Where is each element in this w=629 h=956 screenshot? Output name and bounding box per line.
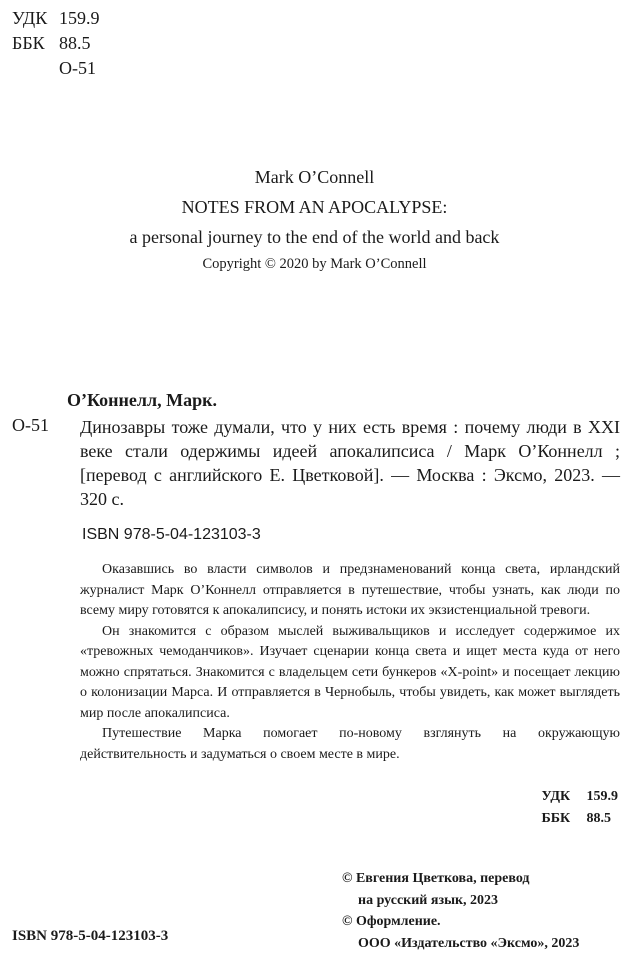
translation-copyright: © Евгения Цветкова, перевод [342, 871, 530, 886]
original-title: NOTES FROM AN APOCALYPSE: [181, 197, 448, 217]
bbk-code: ББК 88.5 [12, 33, 91, 53]
rights-notice [342, 868, 579, 954]
annotation [80, 560, 620, 765]
publisher-copyright: ООО «Издательство «Эксмо», 2023 [358, 935, 580, 951]
annotation-paragraph: Путешествие Марка помогает по-новому взглянуть на окружающую действительность и задуматься о своем месте в мире. [80, 726, 620, 762]
translation-copyright-cont: на русский язык, 2023 [358, 892, 499, 908]
catalog-isbn: ISBN 978-5-04-123103-3 [82, 526, 261, 543]
classification-codes-top [12, 6, 100, 81]
annotation-paragraph: Оказавшись во власти символов и предзнаменований конца света, ирландский журналист Марк О’Коннелл отправляется в путешествие, чтобы узнать, как люди по всему миру готовятся к апокалипсису, и понять истоки их экзистенциальной тревоги. [80, 562, 620, 618]
catalog-author: О’Коннелл, Марк. [67, 390, 217, 410]
classification-codes-bottom [542, 786, 619, 830]
catalog-description: Динозавры тоже думали, что у них есть время : почему люди в XXI веке стали одержимы идеей апокалипсиса / Марк О’Коннелл ; [перевод с английского Е. Цветковой]. — Москва : Эксмо, 2023. — 320 с. [80, 417, 620, 509]
udk-code-bottom: УДК 159.9 [541, 789, 618, 804]
original-edition-block [0, 162, 629, 252]
annotation-paragraph: Он знакомится с образом мыслей выживальщиков и исследует содержимое их «тревожных чемоданчиков». Изучает сценарии конца света и ищет места куда от него можно спрятаться. Знакомится с владельцем сети бункеров «X-point» и посещает лекцию о колонизации Марса. И отправляется в Чернобыль, чтобы увидеть, как может выглядеть мир после апокалипсиса. [80, 623, 620, 721]
catalog-code: О-51 [12, 415, 49, 435]
original-author: Mark O’Connell [254, 167, 375, 187]
original-copyright: Copyright © 2020 by Mark O’Connell [202, 256, 427, 272]
isbn-bottom: ISBN 978-5-04-123103-3 [12, 928, 169, 944]
original-subtitle: a personal journey to the end of the world and back [129, 227, 500, 247]
author-sign: О-51 [59, 58, 96, 78]
bbk-code-bottom: ББК 88.5 [541, 811, 611, 826]
udk-code: УДК 159.9 [12, 8, 100, 28]
design-copyright: © Оформление. [342, 914, 441, 929]
